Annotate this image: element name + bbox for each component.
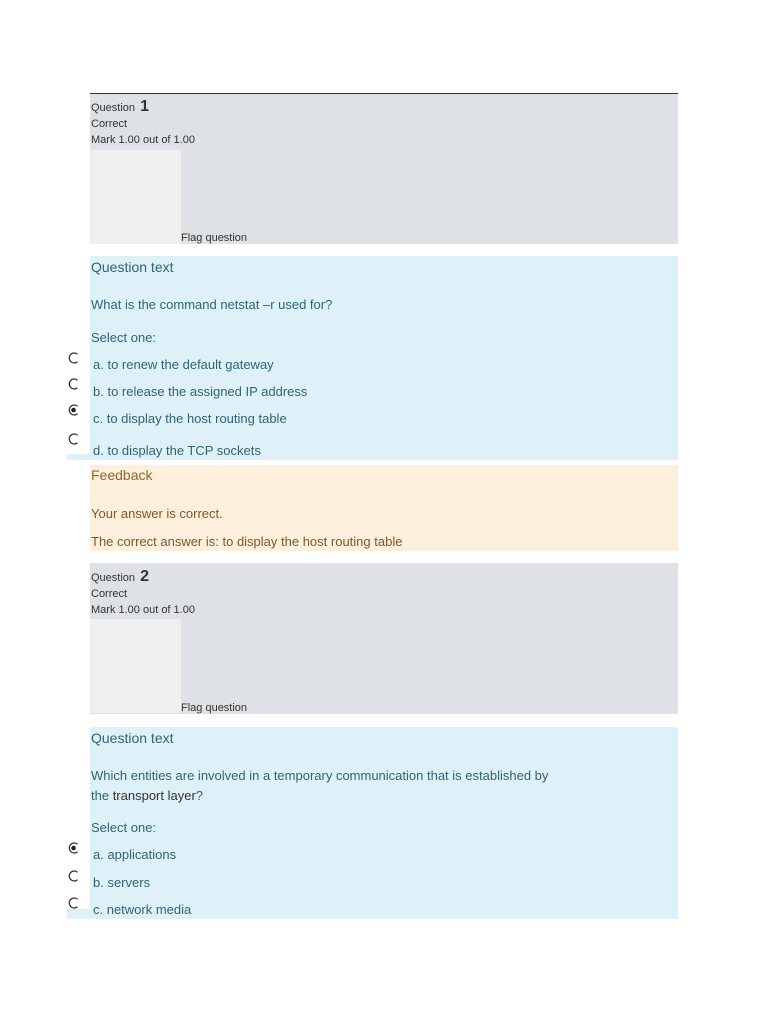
question-1-content xyxy=(90,256,678,460)
question-1-flag-link[interactable]: Flag question xyxy=(181,232,248,244)
question-2-prompt: Select one: xyxy=(91,820,157,835)
question-1-radio-b-icon[interactable] xyxy=(67,377,81,391)
question-1-info xyxy=(90,93,678,244)
question-2-state: Correct xyxy=(91,588,128,600)
feedback-heading: Feedback xyxy=(91,467,153,483)
question-2-text-line-2: the transport layer? xyxy=(91,788,204,803)
question-1-radio-a-icon[interactable] xyxy=(67,351,81,365)
question-1-radio-d-icon[interactable] xyxy=(67,432,81,446)
question-1-grade: Mark 1.00 out of 1.00 xyxy=(91,134,195,146)
feedback-correct-answer: The correct answer is: to display the host routing table xyxy=(91,534,403,549)
question-2-number: 2 xyxy=(140,568,149,585)
question-2-grade: Mark 1.00 out of 1.00 xyxy=(91,604,195,616)
question-1-strip xyxy=(67,454,90,460)
question-2-strip xyxy=(67,909,90,919)
question-1-text: What is the command netstat –r used for? xyxy=(91,297,333,312)
question-2-flag-image[interactable] xyxy=(90,619,181,713)
question-1-radio-c-selected-icon[interactable] xyxy=(67,403,81,417)
question-2-text xyxy=(91,766,548,806)
question-1-answer-b[interactable]: b. to release the assigned IP address xyxy=(93,384,308,399)
question-1-state: Correct xyxy=(91,118,128,130)
question-2-radio-b-icon[interactable] xyxy=(67,869,81,883)
question-1-answer-c[interactable]: c. to display the host routing table xyxy=(93,411,287,426)
question-2-flag-link[interactable]: Flag question xyxy=(181,702,248,714)
question-2-content xyxy=(90,727,678,919)
question-2-label: Question 2 xyxy=(91,568,149,585)
question-1-answer-a[interactable]: a. to renew the default gateway xyxy=(93,357,274,372)
question-2-radio-a-selected-icon[interactable] xyxy=(67,841,81,855)
question-2-answer-a[interactable]: a. applications xyxy=(93,847,177,862)
question-1-feedback xyxy=(90,465,678,551)
question-1-prompt: Select one: xyxy=(91,330,157,345)
question-2-section-heading: Question text xyxy=(91,730,174,746)
question-1-flag-image[interactable] xyxy=(90,150,181,244)
feedback-result: Your answer is correct. xyxy=(91,506,223,521)
question-1-section-heading: Question text xyxy=(91,259,174,275)
question-2-answer-c[interactable]: c. network media xyxy=(93,902,192,917)
question-2-info xyxy=(90,563,678,714)
question-2-radio-c-icon[interactable] xyxy=(67,896,81,910)
question-1-number: 1 xyxy=(140,98,149,115)
question-1-answer-d[interactable]: d. to display the TCP sockets xyxy=(93,443,261,458)
question-2-text-line-1: Which entities are involved in a temporary communication that is established by xyxy=(91,768,549,783)
question-1-label: Question 1 xyxy=(91,98,149,115)
question-2-answer-b[interactable]: b. servers xyxy=(93,875,151,890)
